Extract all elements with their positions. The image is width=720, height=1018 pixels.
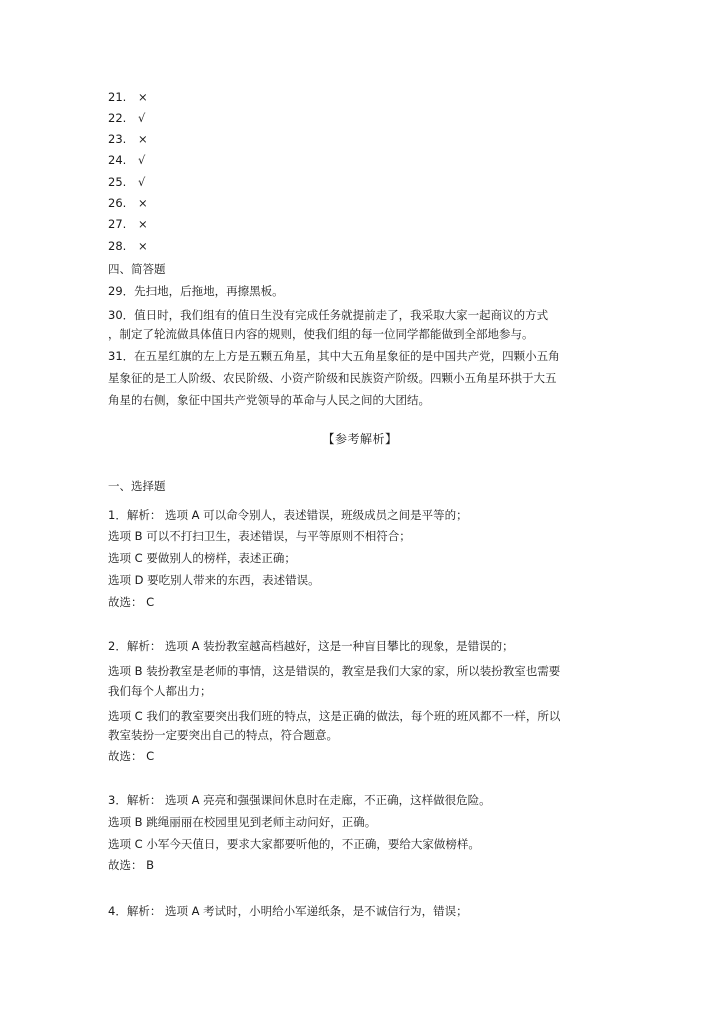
answer-31-line-2: 星象征的是工人阶级、农民阶级、小资产阶级和民族资产阶级。四颗小五角星环拱于大五: [108, 371, 557, 385]
answer-23: 23. ×: [108, 132, 148, 146]
answer-24: 24. √: [108, 153, 146, 167]
explanation-2-line-2: 选项 B 装扮教室是老师的事情，这是错误的，教室是我们大家的家，所以装扮教室也需要: [108, 664, 561, 678]
reference-explanation-title: 【参考解析】: [322, 432, 398, 446]
explanation-1-line-4: 选项 D 要吃别人带来的东西，表述错误。: [108, 573, 320, 587]
explanation-2-answer: 故选： C: [108, 749, 155, 763]
explanation-2-line-4: 选项 C 我们的教室要突出我们班的特点，这是正确的做法，每个班的班风都不一样，所以: [108, 709, 561, 723]
answer-29: 29．先扫地，后拖地，再擦黑板。: [108, 284, 284, 298]
answer-26: 26. ×: [108, 196, 148, 210]
explanation-2-line-1: 2．解析： 选项 A 装扮教室越高档越好，这是一种盲目攀比的现象，是错误的；: [108, 639, 514, 653]
answer-30-line-1: 30．值日时，我们组有的值日生没有完成任务就提前走了，我采取大家一起商议的方式: [108, 308, 549, 322]
answer-31-line-1: 31．在五星红旗的左上方是五颗五角星，其中大五角星象征的是中国共产党，四颗小五角: [108, 349, 560, 363]
explanation-3-answer: 故选： B: [108, 858, 155, 872]
explanation-2-line-5: 教室装扮一定要突出自己的特点，符合题意。: [108, 728, 338, 742]
explanation-1-line-3: 选项 C 要做别人的榜样，表述正确；: [108, 551, 296, 565]
explanation-3-line-3: 选项 C 小军今天值日，要求大家都要听他的，不正确，要给大家做榜样。: [108, 837, 480, 851]
section-heading-short-answer: 四、简答题: [108, 262, 166, 276]
answer-28: 28. ×: [108, 239, 148, 253]
explanation-1-answer: 故选： C: [108, 595, 155, 609]
explanation-3-line-1: 3．解析： 选项 A 亮亮和强强课间休息时在走廊，不正确，这样做很危险。: [108, 793, 491, 807]
explanation-2-line-3: 我们每个人都出力；: [108, 684, 212, 698]
explanation-1-line-2: 选项 B 可以不打扫卫生，表述错误，与平等原则不相符合；: [108, 529, 411, 543]
answer-21: 21. ×: [108, 90, 148, 104]
section-heading-multiple-choice: 一、选择题: [108, 479, 166, 493]
answer-30-line-2: ，制定了轮流做具体值日内容的规则，使我们组的每一位同学都能做到全部地参与。: [108, 327, 534, 341]
explanation-4-line-1: 4．解析： 选项 A 考试时，小明给小军递纸条，是不诚信行为，错误；: [108, 904, 468, 918]
answer-31-line-3: 角星的右侧，象征中国共产党领导的革命与人民之间的大团结。: [108, 393, 430, 407]
answer-22: 22. √: [108, 111, 146, 125]
answer-27: 27. ×: [108, 217, 148, 231]
answer-25: 25. √: [108, 175, 146, 189]
explanation-3-line-2: 选项 B 跳绳丽丽在校园里见到老师主动问好，正确。: [108, 815, 377, 829]
explanation-1-line-1: 1．解析： 选项 A 可以命令别人，表述错误，班级成员之间是平等的；: [108, 508, 468, 522]
